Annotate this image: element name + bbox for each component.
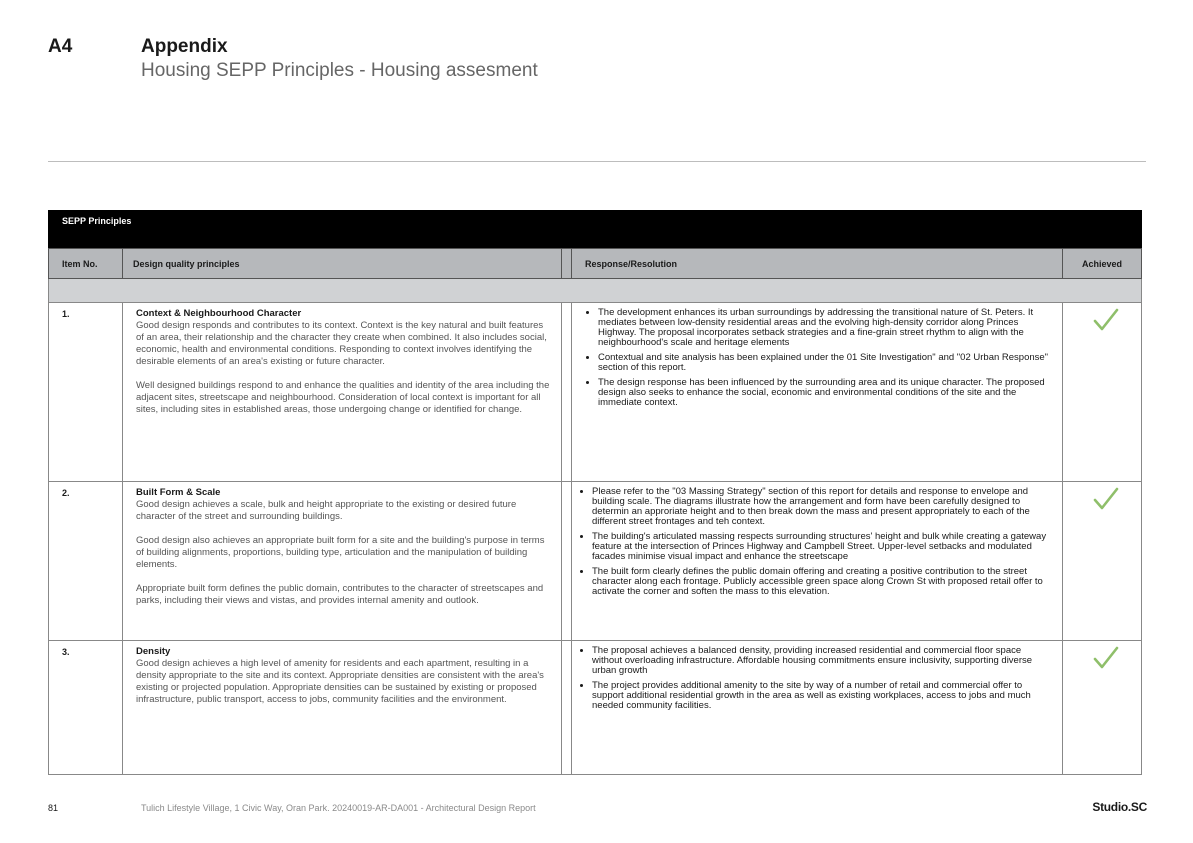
response-item: • The development enhances its urban surroundings by addressing the transitional nature of St. Peters. It mediates between low-density residential areas and the evolving high-density corridor along Princes Highway. The proposal incorporates setback strategies and a fine-grain street rhythm to align with the neighbourhood's scale and heritage elements (598, 308, 1052, 348)
principle-text: Good design achieves a scale, bulk and height appropriate to the existing or desired future character of the street and surrounding buildings. (136, 499, 517, 522)
page-number: 81 (48, 803, 59, 813)
page-subtitle: Housing SEPP Principles - Housing assesment (141, 60, 538, 81)
page-title: Appendix (141, 36, 228, 57)
gap-cell (562, 303, 572, 481)
divider (48, 161, 1146, 162)
footer-text: Tulich Lifestyle Village, 1 Civic Way, Oran Park. 20240019-AR-DA001 - Architectural Design Report (141, 803, 536, 813)
studio-logo: Studio.SC (1092, 800, 1147, 814)
table-spacer-row (48, 279, 1142, 303)
checkmark-icon (1093, 307, 1119, 333)
response-cell (572, 482, 1063, 640)
principle-text: Well designed buildings respond to and enhance the qualities and identity of the area including the adjacent sites, streetscape and neighbourhood. Consideration of local context is important for all sites, including sites in established areas, those undergoing change or identified for change. (136, 380, 550, 415)
item-number: 2. (49, 482, 123, 640)
response-item: • Please refer to the "03 Massing Strategy" section of this report for details and response to envelope and building scale. The diagrams illustrate how the arrangement and form have been carefully designed to determin an approriate height and to then break down the mass and present appropriately to each of the different street frontages and teh context. (592, 487, 1052, 527)
section-number: A4 (48, 36, 73, 57)
table-row (48, 303, 1142, 482)
response-item: • Contextual and site analysis has been explained under the 01 Site Investigation" and "02 Urban Response" section of this report. (598, 353, 1052, 373)
response-item: • The project provides additional amenity to the site by way of a number of retail and commercial offer to support additional residential growth in the area as well as existing workplaces, access to jobs and much needed community facilities. (592, 681, 1052, 711)
gap-cell (562, 482, 572, 640)
principle-title: Built Form & Scale (136, 487, 221, 498)
response-item: • The building's articulated massing respects surrounding structures' height and bulk while creating a gateway feature at the intersection of Princes Highway and Campbell Street. Upper-level setbacks and modulated facades minimise visual impact and enhance the streetscape (592, 532, 1052, 562)
col-gap (562, 249, 572, 278)
col-response: Response/Resolution (572, 249, 1063, 278)
principle-title: Density (136, 646, 171, 657)
principle-text: Appropriate built form defines the public domain, contributes to the character of streetscapes and parks, including their views and vistas, and provides internal amenity and outlook. (136, 583, 544, 606)
col-principle: Design quality principles (123, 249, 562, 278)
table-row (48, 641, 1142, 775)
achieved-cell (1063, 641, 1141, 774)
table-group-header (48, 210, 1142, 248)
table-row (48, 482, 1142, 641)
item-number: 1. (49, 303, 123, 481)
item-number: 3. (49, 641, 123, 774)
principle-text: Good design responds and contributes to its context. Context is the key natural and built features of an area, their relationship and the character they create when combined. It also includes social, economic, health and environmental conditions. Responding to context involves identifying the desirable elements of an area's existing or future character. (136, 320, 547, 367)
group-title: SEPP Principles (62, 216, 132, 226)
principle-text: Good design also achieves an appropriate built form for a site and the building's purpose in terms of building alignments, proportions, building type, articulation and the manipulation of building elements. (136, 535, 545, 570)
principle-text: Good design achieves a high level of amenity for residents and each apartment, resulting in a density appropriate to the site and its context. Appropriate densities are consistent with the area's existing or projected population. Appropriate densities can be sustained by existing or proposed infrastructure, public transport, access to jobs, community facilities and the environment. (136, 658, 544, 705)
principle-cell (123, 303, 562, 481)
col-item: Item No. (49, 249, 123, 278)
principle-title: Context & Neighbourhood Character (136, 308, 302, 319)
gap-cell (562, 641, 572, 774)
achieved-cell (1063, 482, 1141, 640)
checkmark-icon (1093, 645, 1119, 671)
col-achieved: Achieved (1081, 258, 1123, 269)
response-item: • The design response has been influenced by the surrounding area and its unique character. The proposed design also seeks to enhance the social, economic and environmental conditions of the site and the immediate context. (598, 378, 1052, 408)
checkmark-icon (1093, 486, 1119, 512)
table-column-header (48, 248, 1142, 279)
response-item: • The proposal achieves a balanced density, providing increased residential and commercial floor space without overloading infrastructure. Affordable housing commitments ensure inclusivity, supporting diverse urban growth (592, 646, 1052, 676)
response-cell (572, 303, 1063, 481)
response-item: • The built form clearly defines the public domain offering and creating a positive contribution to the street character along each frontage. Publicly accessible green space along Crown St with proposed retail offer to activate the corner and soften the mass to this elevation. (592, 567, 1052, 597)
principle-cell (123, 482, 562, 640)
principle-cell (123, 641, 562, 774)
response-cell (572, 641, 1063, 774)
sepp-principles-table (48, 210, 1142, 775)
achieved-cell (1063, 303, 1141, 481)
